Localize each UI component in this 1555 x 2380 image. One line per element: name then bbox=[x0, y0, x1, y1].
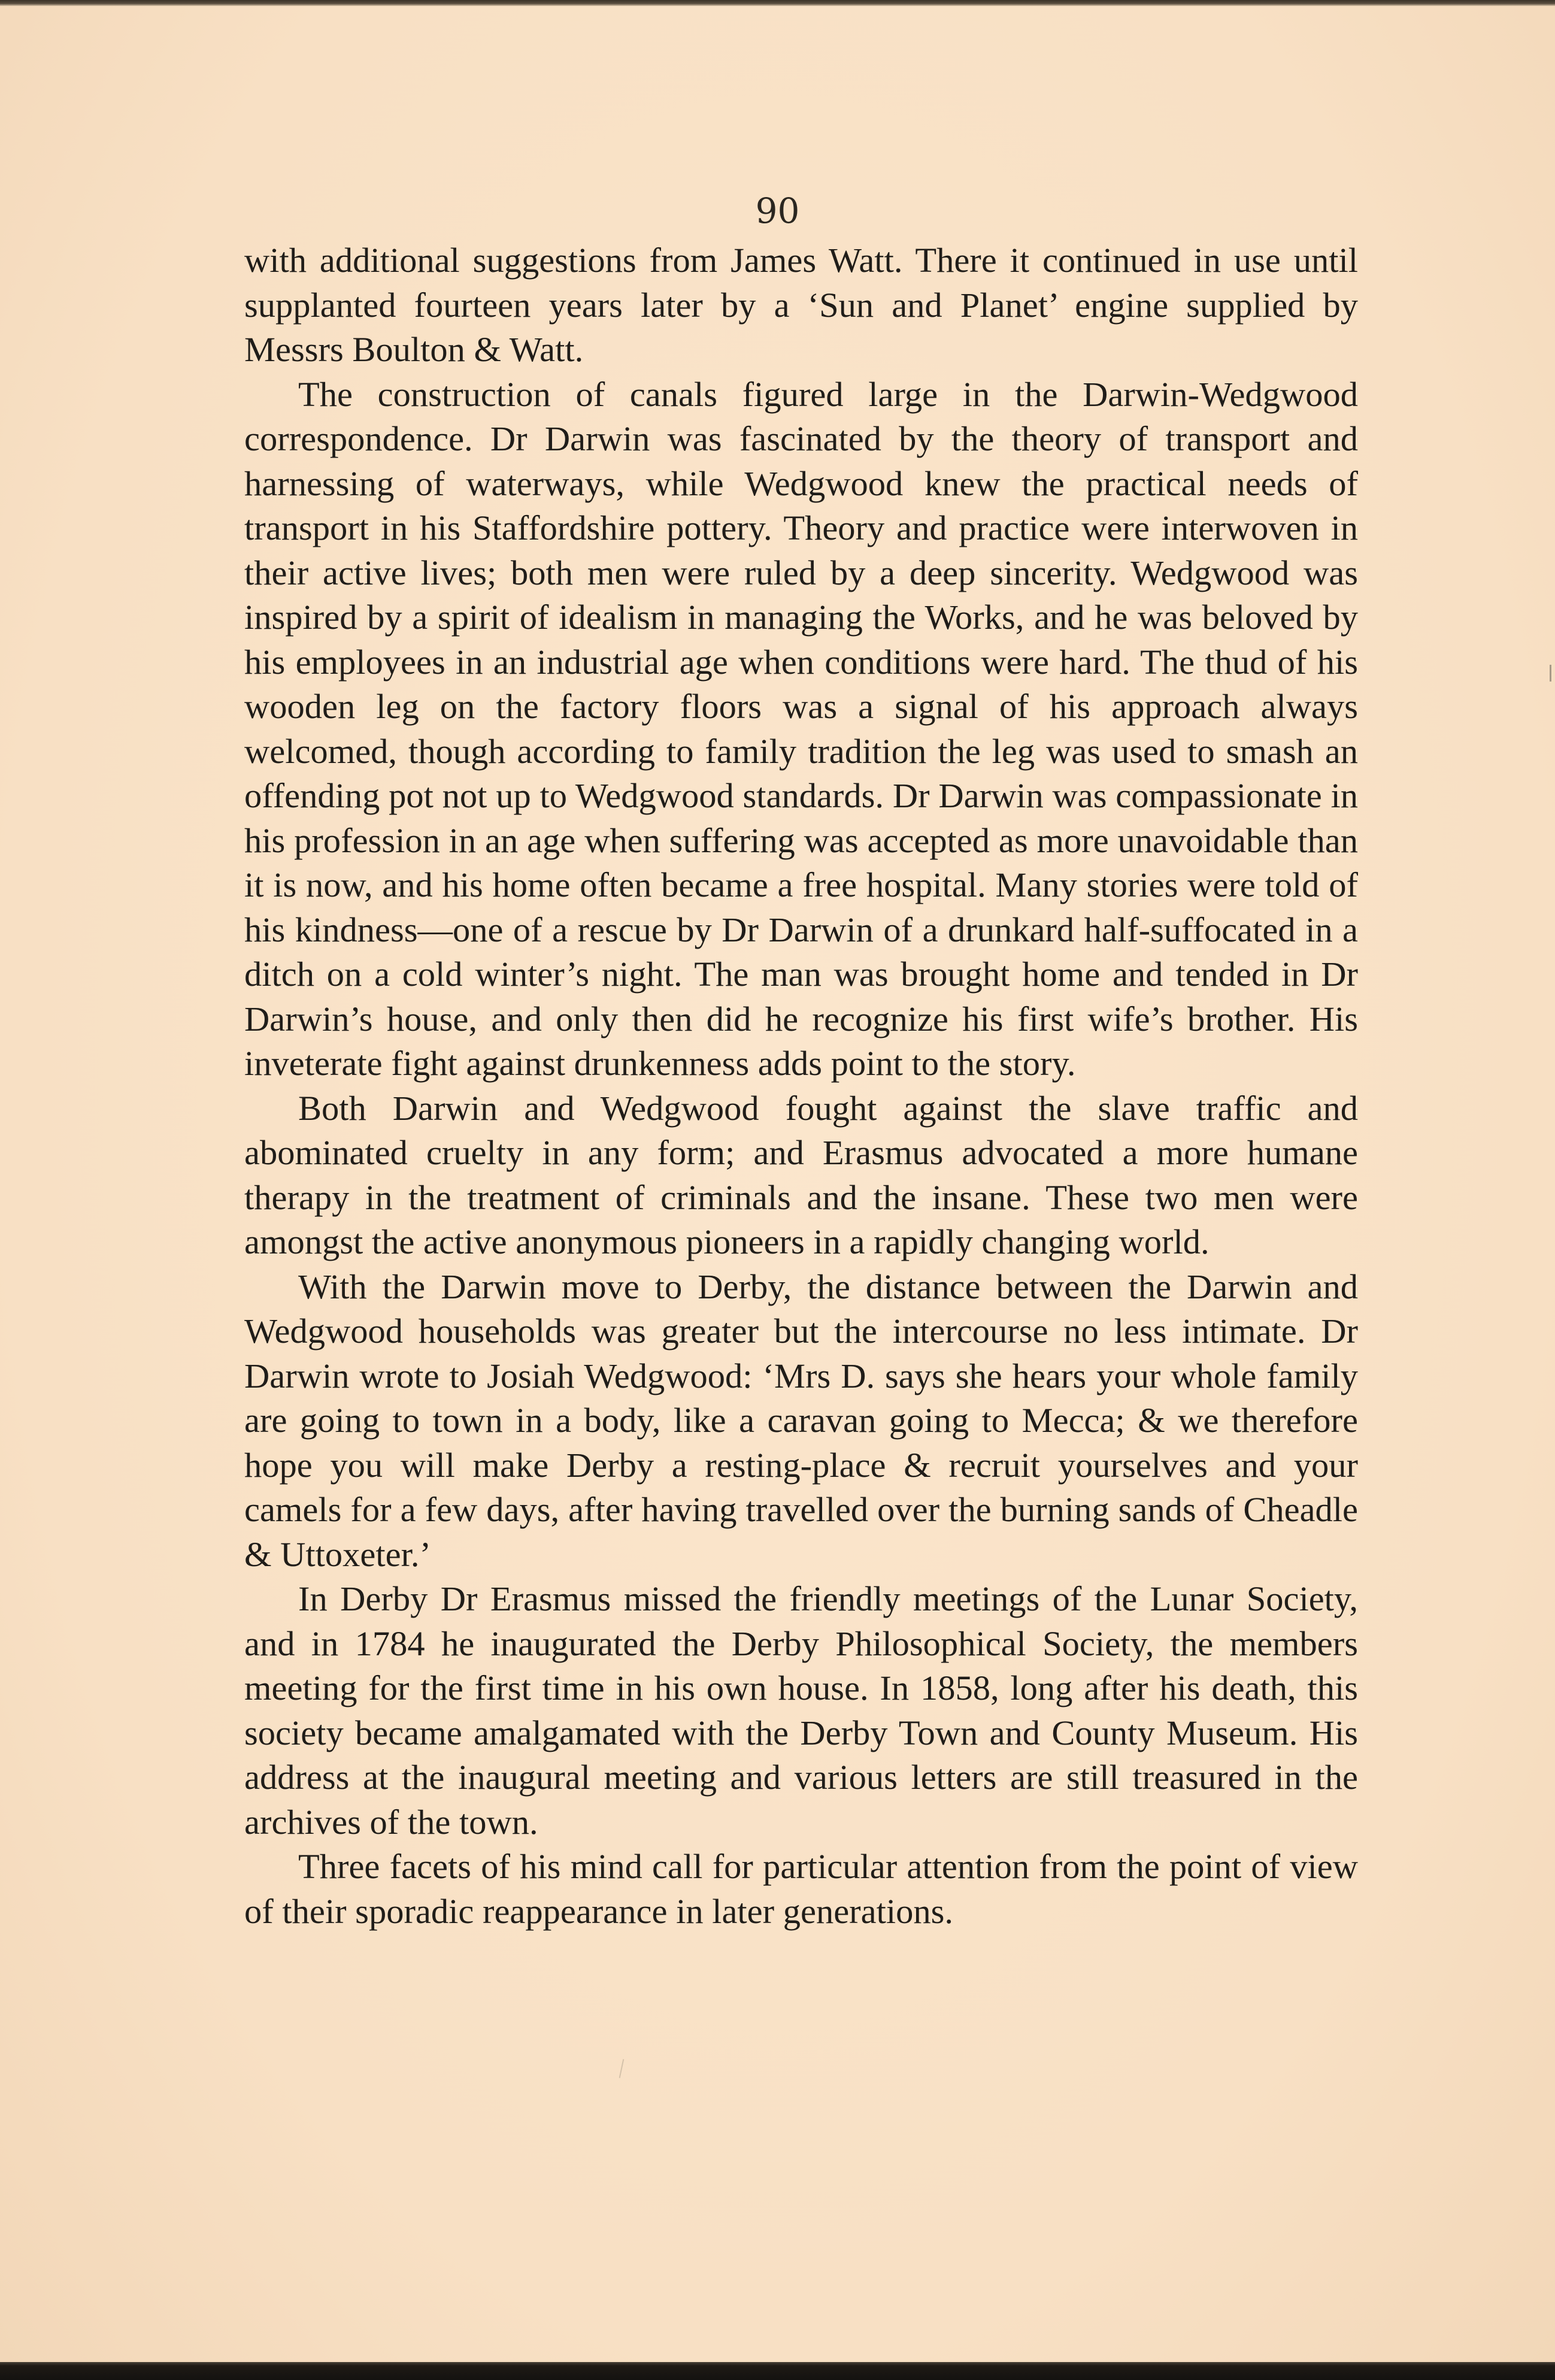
paragraph-continued: with additional suggestions from James Watt. There it continued in use until supplanted fourteen years later by a ‘Sun and Planet’ engine supplied by Messrs Boulton & Watt. bbox=[244, 241, 1358, 369]
scan-bottom-edge bbox=[0, 2362, 1555, 2380]
body-text bbox=[244, 238, 1358, 1934]
paper-mark bbox=[619, 2059, 625, 2078]
paragraph: Both Darwin and Wedgwood fought against the slave traffic and abominated cruelty in any form; and Erasmus advocated a more humane therapy in the treatment of criminals and the insane. These two men were amongst the active anonymous pioneers in a rapidly changing world. bbox=[244, 1088, 1358, 1261]
paragraph: The construction of canals figured large in the Darwin-Wedgwood correspondence. Dr Darwin was fascinated by the theory of transport and harnessing of waterways, while Wedgwood knew the practical needs of transport in his Staffordshire pottery. Theory and practice were interwoven in their active lives; both men were ruled by a deep sincerity. Wedgwood was inspired by a spirit of idealism in managing the Works, and he was beloved by his employees in an industrial age when conditions were hard. The thud of his wooden leg on the factory floors was a signal of his approach always welcomed, though according to family tradition the leg was used to smash an offending pot not up to Wedgwood standards. Dr Darwin was compassionate in his profession in an age when suffering was accepted as more unavoidable than it is now, and his home often became a free hospital. Many stories were told of his kindness—one of a rescue by Dr Darwin of a drunkard half-suffocated in a ditch on a cold winter’s night. The man was brought home and tended in Dr Darwin’s house, and only then did he recognize his first wife’s brother. His inveterate fight against drunkenness adds point to the story. bbox=[244, 374, 1358, 1083]
margin-mark bbox=[1550, 665, 1551, 682]
paragraph: With the Darwin move to Derby, the distance between the Darwin and Wedgwood households was greater but the intercourse no less intimate. Dr Darwin wrote to Josiah Wedgwood: ‘Mrs D. says she hears your whole family are going to town in a body, like a caravan going to Mecca; & we therefore hope you will make Derby a resting-place & recruit yourselves and your camels for a few days, after having travelled over the burning sands of Cheadle & Uttoxeter.’ bbox=[244, 1267, 1358, 1574]
paragraph: In Derby Dr Erasmus missed the friendly meetings of the Lunar Society, and in 1784 he inaugurated the Derby Philosophical Society, the members meeting for the first time in his own house. In 1858, long after his death, this society became amalgamated with the Derby Town and County Museum. His address at the inaugural meeting and various letters are still treasured in the archives of the town. bbox=[244, 1579, 1358, 1842]
paragraph: Three facets of his mind call for particular attention from the point of view of their sporadic reappearance in later generations. bbox=[244, 1847, 1358, 1931]
page-number: 90 bbox=[755, 190, 800, 231]
scan-top-edge bbox=[0, 0, 1555, 6]
